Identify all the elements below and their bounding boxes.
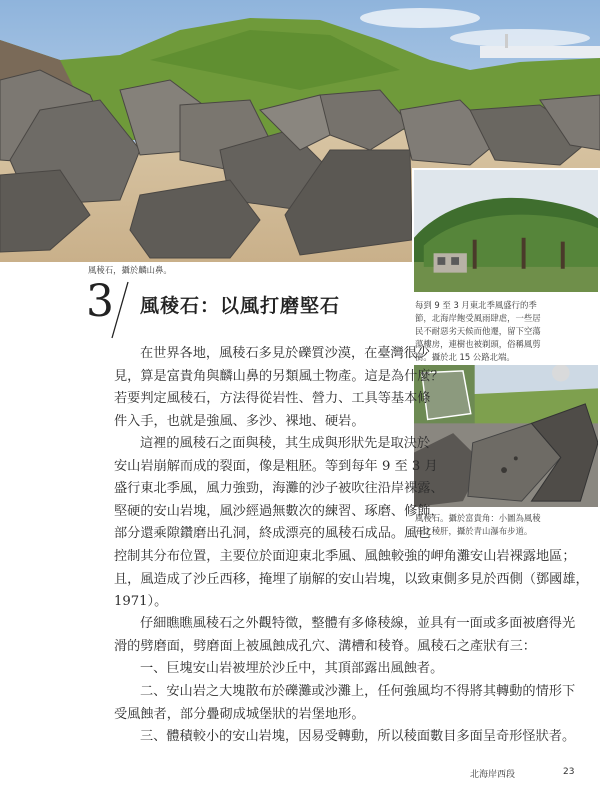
hero-caption: 風稜石，攝於麟山鼻。 bbox=[88, 265, 172, 275]
caption-line: 樹。攝於北 15 公路北端。 bbox=[415, 352, 515, 362]
page-number: 23 bbox=[563, 767, 575, 777]
text-line: 部分還乘隙鑽磨出孔洞，終成漂亮的風稜石成品。風也 bbox=[114, 526, 431, 542]
paragraph-2 bbox=[114, 433, 589, 614]
text-line: 安山岩崩解而成的裂面，像是粗胚。等到每年 9 至 3 月 bbox=[114, 458, 438, 474]
text-line: 這裡的風稜石之面與稜，其生成與形狀先是取決於 bbox=[140, 436, 431, 451]
text-line: 三、體積較小的安山岩塊，因易受轉動，所以稜面數目多面呈奇形怪狀者。 bbox=[140, 729, 576, 744]
paragraph-4 bbox=[114, 658, 443, 681]
text-line: 控制其分布位置，主要位於面迎東北季風、風蝕較強的岬角灘安山岩裸露地區； bbox=[114, 548, 576, 564]
paragraph-5 bbox=[114, 681, 575, 726]
caption-line: 蕩樓房，連樹也被剃頭，俗稱風剪 bbox=[415, 339, 541, 349]
text-line: 見，算是富貴角與麟山鼻的另類風土物產。這是為什麼？ bbox=[114, 368, 444, 384]
chapter-title: 風稜石：以風打磨堅石 bbox=[140, 295, 341, 317]
caption-line: 風稜石。攝於富貴角：小圖為風稜 bbox=[415, 513, 541, 523]
paragraph-1 bbox=[114, 343, 444, 433]
text-line: 仔細瞧瞧風稜石之外觀特徵，整體有多條稜線，並具有一面或多面被磨得光 bbox=[140, 616, 576, 631]
footer-section-name: 北海岸西段 bbox=[470, 770, 516, 780]
wind-tree-photo bbox=[412, 168, 600, 294]
caption-line: 節，北海岸飽受風雨肆虐，一些居 bbox=[415, 313, 541, 323]
caption-line: 民不耐惡劣天候而他遷，留下空蕩 bbox=[415, 326, 541, 336]
chapter-slash-divider bbox=[110, 280, 130, 340]
text-line: 堅硬的安山岩塊，風沙經過無數次的練習、琢磨、修飾， bbox=[114, 503, 444, 519]
caption-line: 每到 9 至 3 月東北季風盛行的季 bbox=[415, 300, 537, 310]
caption-line: 石之稜肝，攝於青山瀑布步道。 bbox=[415, 526, 533, 536]
text-line: 受風蝕者，部分疊砌成城堡狀的岩堡地形。 bbox=[114, 706, 365, 722]
text-line: 一、巨塊安山岩被埋於沙丘中，其頂部露出風蝕者。 bbox=[140, 661, 444, 676]
text-line: 滑的劈磨面，劈磨面上被風蝕成孔穴、溝槽和稜脊。風稜石之產狀有三： bbox=[114, 638, 536, 654]
text-line: 1971）。 bbox=[114, 594, 168, 610]
text-line: 二、安山岩之大塊散布於礫灘或沙灘上，任何強風均不得將其轉動的情形下 bbox=[140, 684, 576, 699]
text-line: 在世界各地，風稜石多見於礫質沙漠，在臺灣很少 bbox=[140, 346, 431, 361]
wind-tree-illustration bbox=[414, 170, 598, 292]
paragraph-6 bbox=[114, 726, 575, 749]
text-line: 且，風造成了沙丘西移，掩埋了崩解的安山岩塊，以致東側多見於西側（鄧國雄， bbox=[114, 571, 589, 587]
text-line: 件入手，也就是強風、多沙、裸地、硬岩。 bbox=[114, 413, 365, 429]
text-line: 若要判定風稜石，方法得從岩性、營力、工具等基本條 bbox=[114, 391, 431, 407]
text-line: 盛行東北季風，風力強勁，海灘的沙子被吹往沿岸裸露、 bbox=[114, 481, 444, 497]
paragraph-3 bbox=[114, 613, 575, 658]
chapter-number: 3 bbox=[86, 276, 114, 327]
